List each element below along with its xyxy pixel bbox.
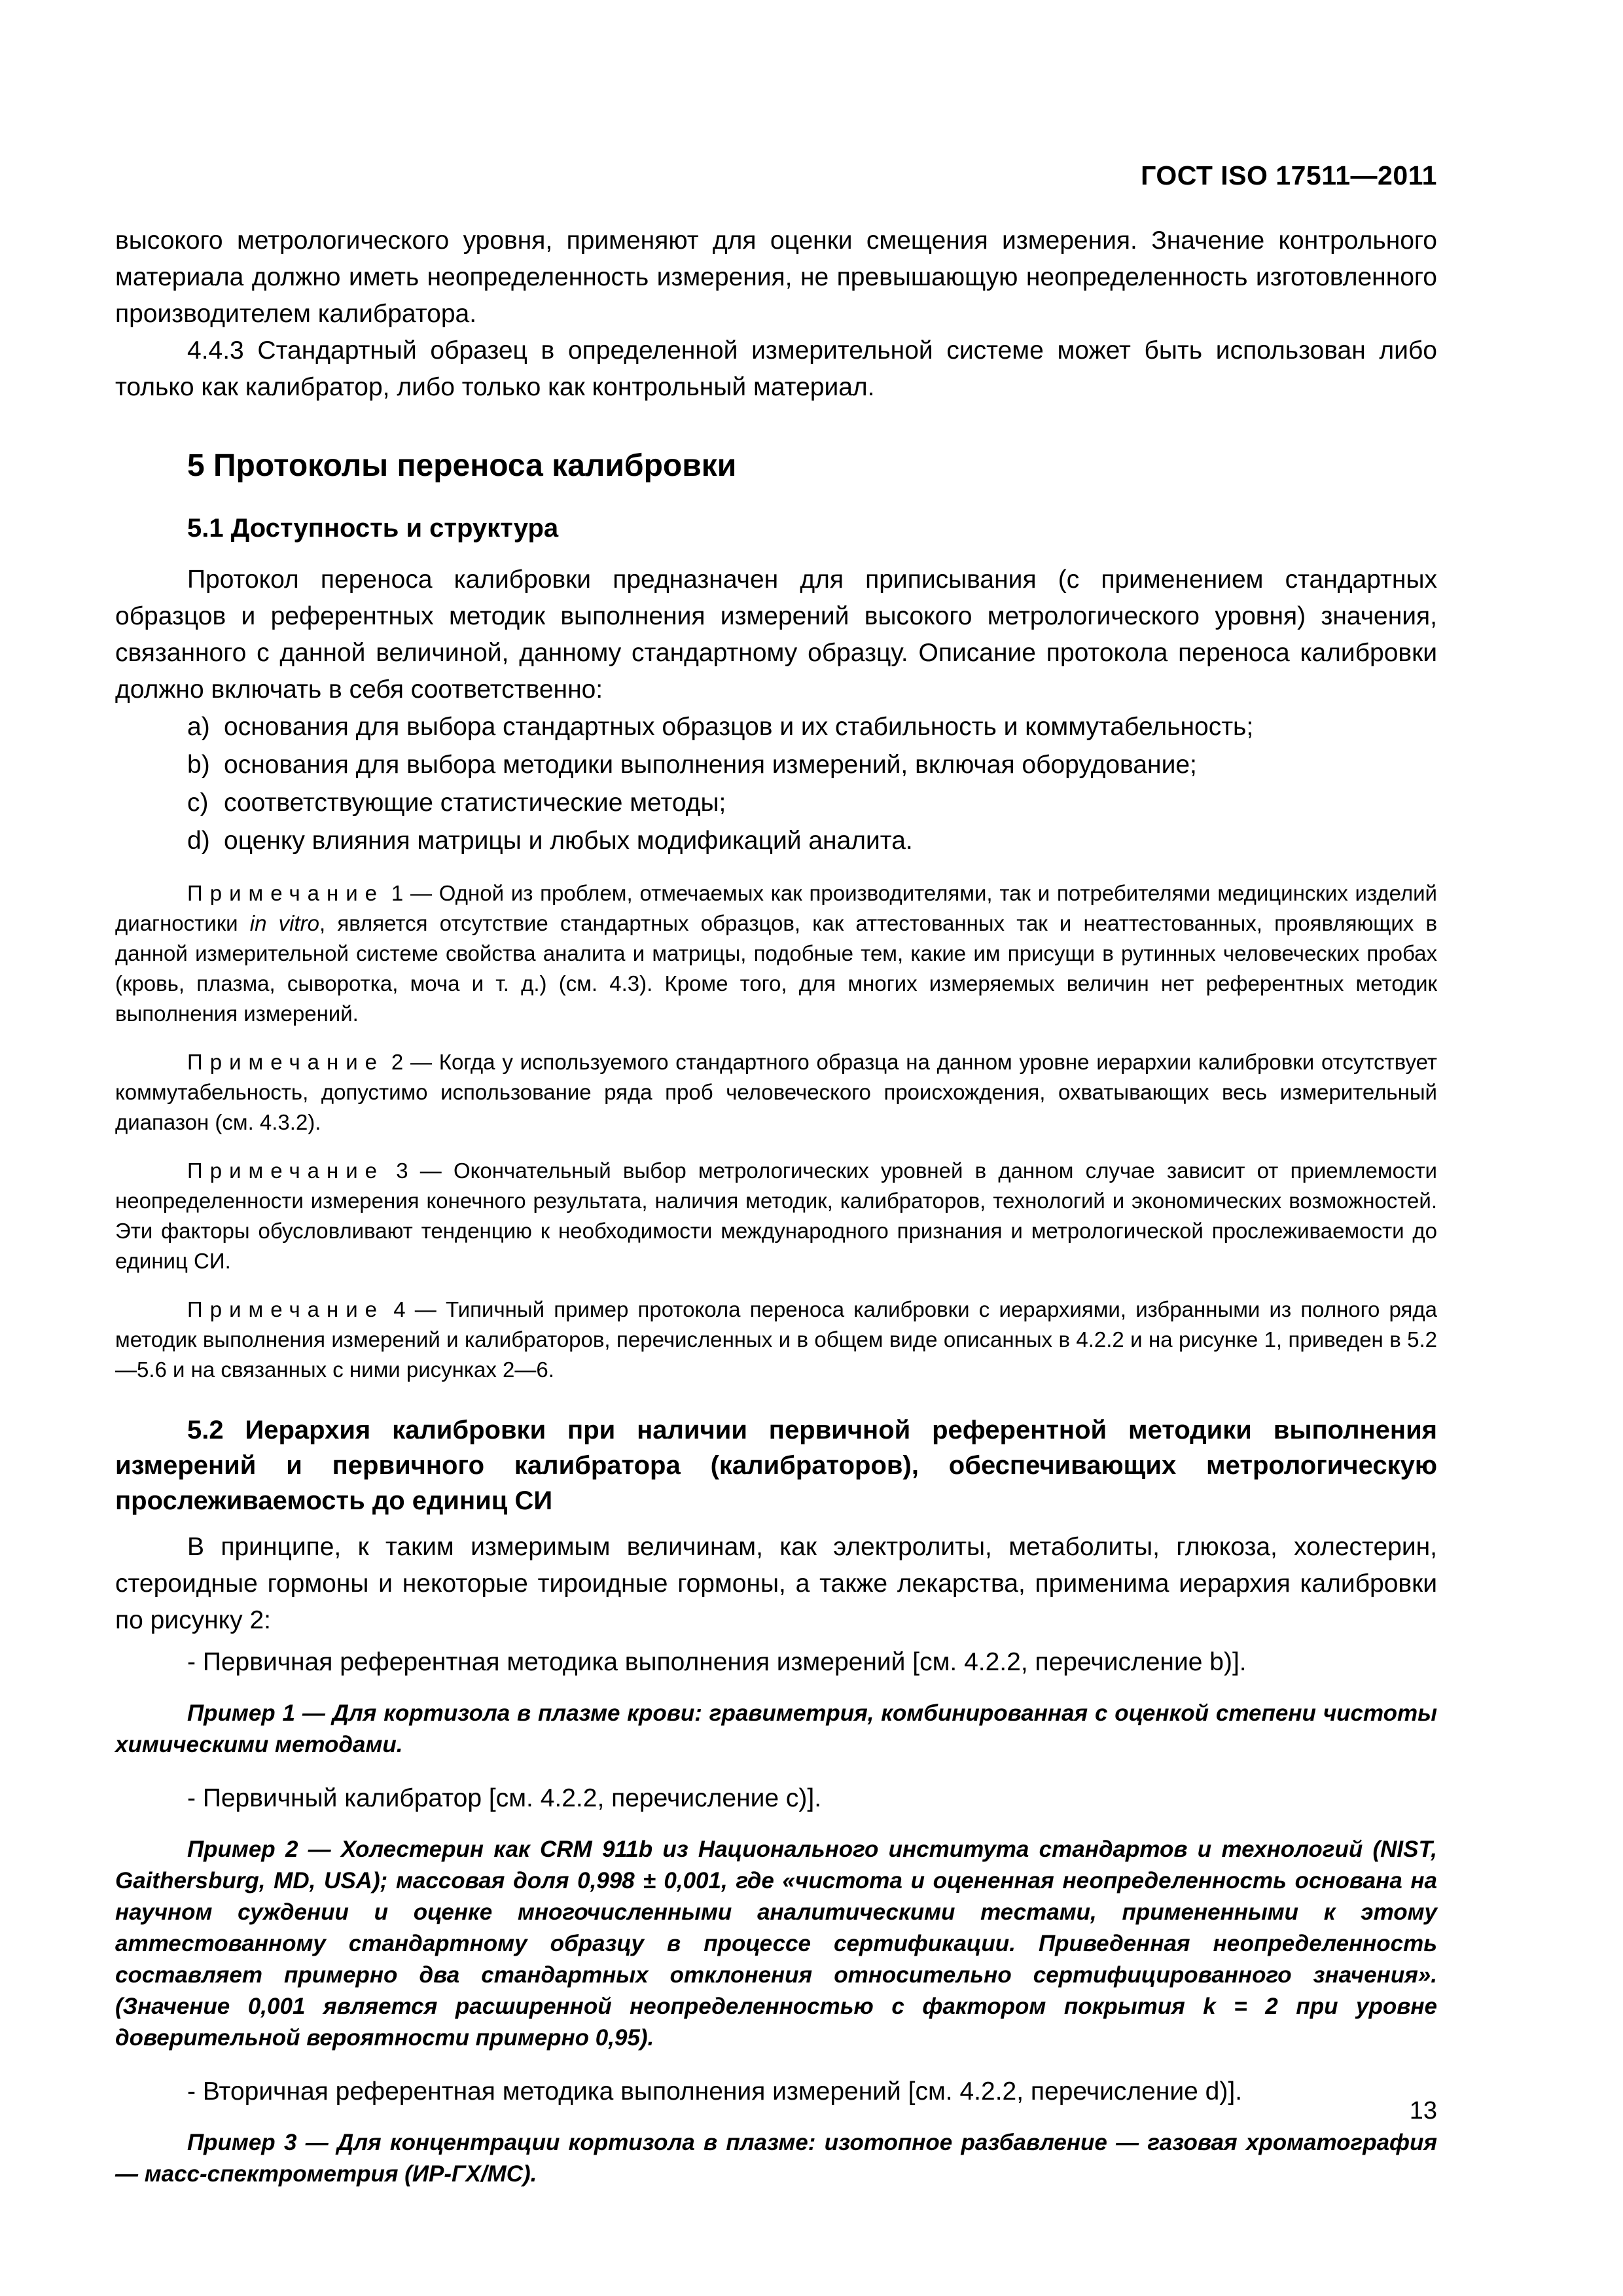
note-text: 1 — Одной из проблем, отмечаемых как производителями, так и потребителями медицинских изделий диагностики [115, 881, 1437, 935]
note-text-rest: , является отсутствие стандартных образцов, как аттестованных так и неаттестованных, проявляющих в данной измерительной системе свойства аналита и матрицы, подобные тем, какие им присущи в рутинных человеческих пробах (кровь, плазма, сыворотка, моча и т. д.) (см. 4.3). Кроме того, для многих измеряемых величин нет референтных методик выполнения измерений. [115, 911, 1438, 1026]
example-1: Пример 1 — Для кортизола в плазме крови: гравиметрия, комбинированная с оценкой степени чистоты химическими методами. [115, 1700, 1437, 1757]
page-number: 13 [1409, 2097, 1437, 2125]
note-label: Примечание [187, 1158, 385, 1183]
list-marker: a) [187, 713, 210, 741]
continuation-paragraph: высокого метрологического уровня, применяют для оценки смещения измерения. Значение контрольного материала должно иметь неопределенность измерения, не превышающую неопределенность изготовленного производителем калибратора. [115, 226, 1437, 328]
list-item [115, 784, 1437, 822]
note-4 [115, 1295, 1437, 1385]
clause-4-4-3: 4.4.3 Стандартный образец в определенной измерительной системе может быть использован либо только как калибратор, либо только как контрольный материал. [115, 336, 1437, 401]
note-label: Примечание [187, 1297, 385, 1321]
dash-item-primary-calibrator: - Первичный калибратор [см. 4.2.2, перечисление с)]. [187, 1784, 822, 1812]
note-2 [115, 1047, 1437, 1138]
section-5-heading: 5 Протоколы переноса калибровки [187, 448, 737, 483]
note-italic-term: in vitro [249, 911, 320, 935]
list-item [115, 822, 1437, 860]
dash-item-primary-method: - Первичная референтная методика выполнения измерений [см. 4.2.2, перечисление b)]. [187, 1648, 1247, 1676]
list-item-text: основания для выбора методики выполнения измерений, включая оборудование; [224, 751, 1197, 779]
subsection-5-1-heading: 5.1 Доступность и структура [187, 514, 559, 543]
list-item [115, 746, 1437, 784]
example-2: Пример 2 — Холестерин как CRM 911b из Национального института стандартов и технологий (NIST, Gaithersburg, MD, USA); массовая доля 0,998 ± 0,001, где «чистота и оцененная неопределенность основана на научном суждении и оценке многочисленными аналитическими тестами, примененными к этому аттестованному стандартному образцу в процессе сертификации. Приведенная неопределенность составляет примерно два стандартных отклонения относительно сертифицированного значения». (Значение 0,001 является расширенной неопределенностью с фактором покрытия k = 2 при уровне доверительной вероятности примерно 0,95). [115, 1837, 1437, 2051]
subsection-5-2-heading: 5.2 Иерархия калибровки при наличии первичной референтной методики выполнения измерений и первичного калибратора (калибраторов), обеспечивающих метрологическую прослеживаемость до единиц СИ [115, 1416, 1437, 1515]
list-item-text: оценку влияния матрицы и любых модификаций аналита. [224, 827, 913, 855]
subsection-5-2-paragraph: В принципе, к таким измеримым величинам, как электролиты, метаболиты, глюкоза, холестерин, стероидные гормоны и некоторые тироидные гормоны, а также лекарства, применима иерархия калибровки по рисунку 2: [115, 1533, 1437, 1634]
list-item-text: соответствующие статистические методы; [224, 789, 726, 817]
document-id-header: ГОСТ ISO 17511—2011 [1141, 160, 1437, 190]
note-text: 3 — Окончательный выбор метрологических уровней в данном случае зависит от приемлемости неопределенности измерения конечного результата, наличия методик, калибраторов, технологий и экономических возможностей. Эти факторы обусловливают тенденцию к необходимости международного признания и метрологической прослеживаемости до единиц СИ. [115, 1158, 1437, 1273]
list-marker: d) [187, 827, 210, 855]
document-body [115, 223, 1437, 2210]
dash-item-secondary-method: - Вторичная референтная методика выполнения измерений [см. 4.2.2, перечисление d)]. [187, 2077, 1243, 2106]
note-label: Примечание [187, 881, 385, 905]
list-marker: c) [187, 789, 209, 817]
note-1 [115, 878, 1437, 1029]
note-label: Примечание [187, 1050, 385, 1074]
list-marker: b) [187, 751, 210, 779]
subsection-5-1-paragraph: Протокол переноса калибровки предназначен для приписывания (с применением стандартных образцов и референтных методик выполнения измерений высокого метрологического уровня) значения, связанного с данной величиной, данному стандартному образцу. Описание протокола переноса калибровки должно включать в себя соответственно: [115, 565, 1437, 704]
list-item-text: основания для выбора стандартных образцов и их стабильность и коммутабельность; [224, 713, 1254, 741]
note-text: 4 — Типичный пример протокола переноса калибровки с иерархиями, избранными из полного ряда методик выполнения измерений и калибраторов, перечисленных и в общем виде описанных в 4.2.2 и на рисунке 1, приведен в 5.2—5.6 и на связанных с ними рисунках 2—6. [115, 1297, 1437, 1382]
example-3: Пример 3 — Для концентрации кортизола в плазме: изотопное разбавление — газовая хроматография — масс-спектрометрия (ИР-ГХ/МС). [115, 2130, 1437, 2187]
list-item [115, 708, 1437, 746]
note-text: 2 — Когда у используемого стандартного образца на данном уровне иерархии калибровки отсутствует коммутабельность, допустимо использование ряда проб человеческого происхождения, охватывающих весь измерительный диапазон (см. 4.3.2). [115, 1050, 1437, 1134]
note-3 [115, 1156, 1437, 1276]
requirements-list [115, 708, 1437, 860]
